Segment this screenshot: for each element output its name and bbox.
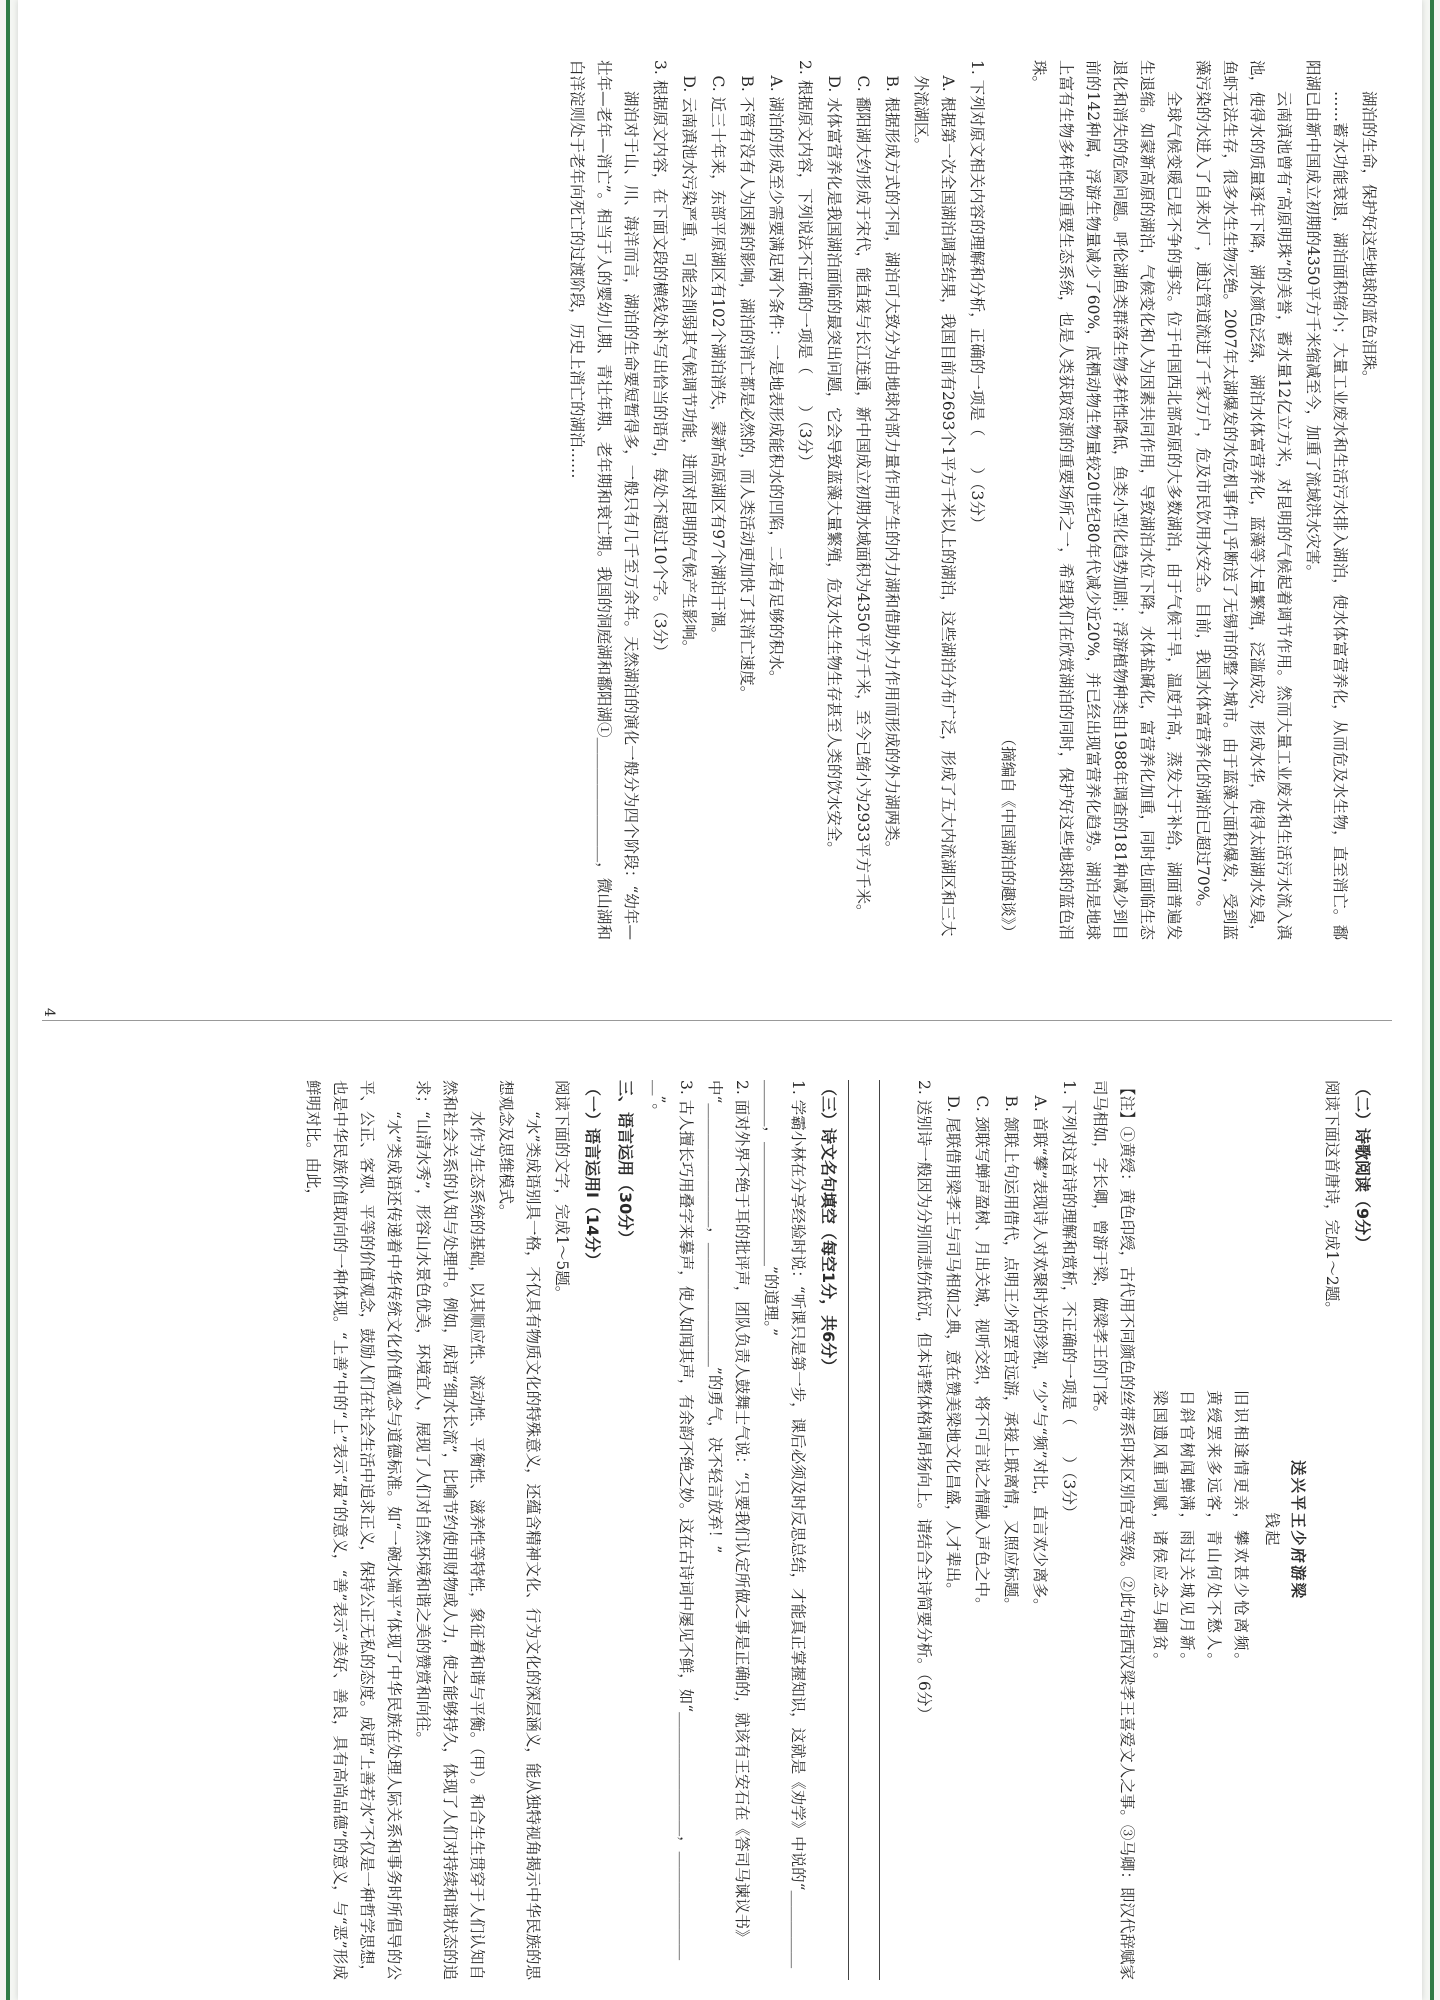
poem-author: 钱起 [1263,1512,1281,1548]
poem-line: 旧识相逢情更亲，攀欢甚少怆离频。 [1232,1389,1250,1670]
option-item: A. 根据第一次全国湖泊调查结果，我国目前有2693个1平方千米以上的湖泊，这些湖泊分布广泛，形成了五大内流湖区和三大外流湖区。 [912,75,957,937]
question-1-stem: 1. 下列对原文相关内容的理解和分析，正确的一项是（ ）（3分） [968,60,986,532]
right-page [52,1080,1382,1980]
passage [1025,60,1382,940]
fill-question-2: 2. 面对外界不绝于耳的批评声，团队负责人鼓舞士气说：“只要我们认定所做之事是正确的，就该有王安石在《答司马谏议书》中“＿＿＿＿＿＿＿＿，＿＿＿＿＿＿＿＿”的勇气，决不轻言放弃！” [706,1080,751,1945]
poem-question-2-stem: 2. 送别诗一般因为分别而悲伤低沉，但本诗整体格调昂扬向上。请结合全诗简要分析。（6分） [915,1080,933,1722]
left-page [52,60,1382,940]
poem-question-1-stem: 1. 下列对这首诗的理解和赏析，不正确的一项是（ ）（3分） [1060,1080,1078,1521]
passage-paragraph: ……蓄水功能衰退，湖泊面积缩小；大量工业废水和生活污水排入湖泊，使水体富营养化，从而危及水生物，直至消亡。鄱阳湖已由新中国成立初期的4350平方千米缩减至今，加重了流域洪水灾害。 [1304,60,1349,940]
option-item: D. 尾联借用梁孝王与司马相如之典，意在赞美梁地文化昌盛，人才辈出。 [944,1095,962,1598]
fill-question-3: 3. 古人擅长巧用叠字来摹声，使人如闻其声，有余韵不绝之妙。这在古诗词中屡见不鲜，如“＿＿＿＿＿＿＿＿，＿＿＿＿＿＿＿＿”。 [650,1080,695,1961]
rotated-page-content [18,0,1422,2000]
option-item: A. 湖泊的形成至少需要满足两个条件：一是地表形成能积水的凹陷，二是有足够的积水。 [767,75,785,686]
poem-line: 日斜官树闻蝉满，雨过关城见月新。 [1178,1389,1196,1670]
option-item: A. 首联“攀”表现诗人对欢聚时光的珍视，“少”与“频”对比，直言欢少离多。 [1031,1095,1049,1614]
poem-intro: 阅读下面这首唐诗，完成1～2题。 [1323,1080,1341,1317]
poem-question-1-options [939,1080,1053,1980]
question-1-options [820,60,961,940]
option-item: B. 根据形成方式的不同，湖泊可大致分为由地球内部力量作用产生的内力湖和借助外力作用而形成的外力湖两类。 [883,75,901,857]
poem-section-title: （二）诗歌阅读（9分） [1353,1080,1372,1252]
right-border-line [1430,0,1434,2000]
language-intro: 阅读下面的文字，完成1～5题。 [553,1080,571,1302]
option-item: C. 近三十年来，东部平原湖区有102个湖泊消失，蒙新高原湖区有97个湖泊干涸。 [709,75,727,642]
language-section-title: 三、语言运用（30分） [616,1080,635,1247]
passage-paragraph: 全球气候变暖已是不争的事实。位于中国西北部高原的大多数湖泊，由于气候干旱，温度升高，蒸发大于补给，湖面普遍发生退缩。如蒙新高原的湖泊，气候变化和人为因素共同作用，导致湖泊水位下降，水体盐碱化，富营养化加重，同时也面临生态退化和消失的危险问题。呼伦湖鱼类群落生物多样性降低，鱼类小型化趋势加剧；浮游植物种类由1988年调查的181种减少到目前的142种属，浮游生物量减少了60%，底栖动物生物量较20世纪80年代减少近20%，并已经出现富营养化趋势。湖泊是地球上富有生物多样性的重要生态系统，也是人类获取资源的重要场所之一，希望我们在欣赏湖泊的同时，保护好这些地球的蓝色泪珠。 [1030,60,1183,940]
language-passage [299,1080,546,1980]
option-item: D. 水体富营养化是我国湖泊面临的最突出问题，它会导致蓝藻大量繁殖，危及水生生物生存甚至人类的饮水安全。 [825,75,843,857]
answer-line[interactable] [848,1080,875,1980]
poem-note: 【注】①黄绶：黄色印绶，古代用不同颜色的丝带系印来区别官吏等级。②此句指西汉梁孝王喜爱文人之事。③马卿：即汉代辞赋家司马相如，字长卿，曾游于梁，做梁孝王的门客。 [1091,1080,1136,1980]
question-2-options [675,60,789,940]
poem-title: 送兴平王少府游梁 [1289,1459,1308,1600]
language-paragraph: “水”类成语还传递着中华传统文化价值观念与道德标准。如“一碗水端平”体现了中华民族在处理人际关系和事务时所倡导的公平、公正、客观、平等的价值观念，鼓励人们在社会生活中追求正义，保持公正无私的态度。成语“上善若水”不仅是一种哲学思想，也是中华民族价值取向的一种体现。“上善”中的“上”表示“最”的意义，“善”表示“美好、善良，具有高尚品德”的意义，与“恶”形成鲜明对比。由此， [304,1080,403,1980]
option-item: C. 颈联写蝉声盈树、月出关城，视听交织，将不可言说之情融入声色之中。 [973,1095,991,1613]
language-paragraph: “水”类成语别具一格，不仅具有物质文化的特殊意义，还蕴含精神文化、行为文化的深层涵义，能从独特视角揭示中华民族的思想观念及思维模式。 [497,1080,542,1980]
passage-source: （摘编自《中国湖泊的趣谈》） [999,730,1017,940]
passage-paragraph: 云南滇池曾有“高原明珠”的美誉，蓄水量12亿立方米，对昆明的气候起着调节作用。然而大量工业废水和生活污水流入滇池，使得水的质量逐年下降，湖水颜色泛绿，湖泊水体富营养化，蓝藻等大量繁殖，泛滥成灾，形成水华，使得太湖湖水发臭，鱼虾无法生存，很多水生生物灭绝。2007年太湖爆发的水危机事件几乎断送了无锡市的整个城市。由于蓝藻大面积爆发，受到蓝藻污染的水进入了自来水厂，通过管道流进了千家万户，危及市民饮用水安全。目前，我国水体富营养化的湖泊已超过70%。 [1194,60,1293,940]
poem-line: 梁国遗风重词赋，诸侯应念马卿贫。 [1151,1389,1169,1670]
passage-paragraph: 湖泊的生命，保护好这些地球的蓝色泪珠。 [1360,91,1378,386]
language-subsection-title: （一）语言运用Ⅰ（14分） [583,1080,602,1269]
poem-lines [1146,1080,1254,1980]
fill-question-1: 1. 学霸小林在分享经验时说：“听课只是第一步，课后必须及时反思总结，才能真正掌握知识，这就是《劝学》中说的“＿＿＿＿＿＿＿＿，＿＿＿＿＿＿＿＿”的道理。” [762,1080,807,1969]
answer-line[interactable] [879,1080,906,1980]
option-item: D. 云南滇池水污染严重，可能会削弱其气候调节功能，进而对昆明的气候产生影响。 [680,75,698,656]
option-item: B. 颔联上句运用借代，点明王少府罢官远游，承接上联离情，又照应标题。 [1002,1095,1020,1613]
language-paragraph: 水作为生态系统的基础，以其顺应性、流动性、平衡性、滋养性等特性，象征着和谐与平衡。（甲）。和合生生贯穿于人们认知自然和社会关系的认知与处理中。例如，成语“细水长流”，比喻节约使用财物或人力，使之能够持久，体现了人们对持续和谐状态的追求；“山清水秀”，形容山水景色优美，环境宜人，展现了人们对自然环境和谐之美的赞赏和向往。 [414,1080,486,1980]
fill-section-title: （三）诗文名句填空（每空1分，共6分） [819,1080,838,1375]
question-3-text: 湖泊对于山、川、海洋而言，湖泊的生命要短暂得多，一般只有几千至万余年。天然湖泊的演化一般分为四个阶段：“幼年—壮年—老年—消亡”。相当于人的婴幼儿期、青壮年期、老年期和衰亡期。我国的洞庭湖和鄱阳湖①＿＿＿＿＿＿＿＿，微山湖和白洋淀则处于老年向死亡的过渡阶段，历史上消亡的湖泊…… [568,60,640,940]
page-number: 4 [41,1008,57,1017]
option-item: C. 鄱阳湖大约形成于宋代，能直接与长江连通，新中国成立初期水域面积为4350平方千米，至今已缩小为2933平方千米。 [854,75,872,920]
scanned-exam-sheet [18,0,1422,2000]
page-divider [42,1020,1392,1021]
poem-line: 黄绶罢来多远客，青山何处不愁人。 [1205,1389,1223,1670]
question-3-stem: 3. 根据原文内容，在下面文段的横线处补写出恰当的语句，每处不超过10个字。（3分） [651,60,669,660]
option-item: B. 不管有没有人为因素的影响，湖泊的消亡都是必然的，而人类活动更加快了其消亡速度。 [738,75,756,702]
question-2-stem: 2. 根据原文内容，下列说法不正确的一项是（ ）（3分） [796,60,814,470]
left-border-line [6,0,10,2000]
